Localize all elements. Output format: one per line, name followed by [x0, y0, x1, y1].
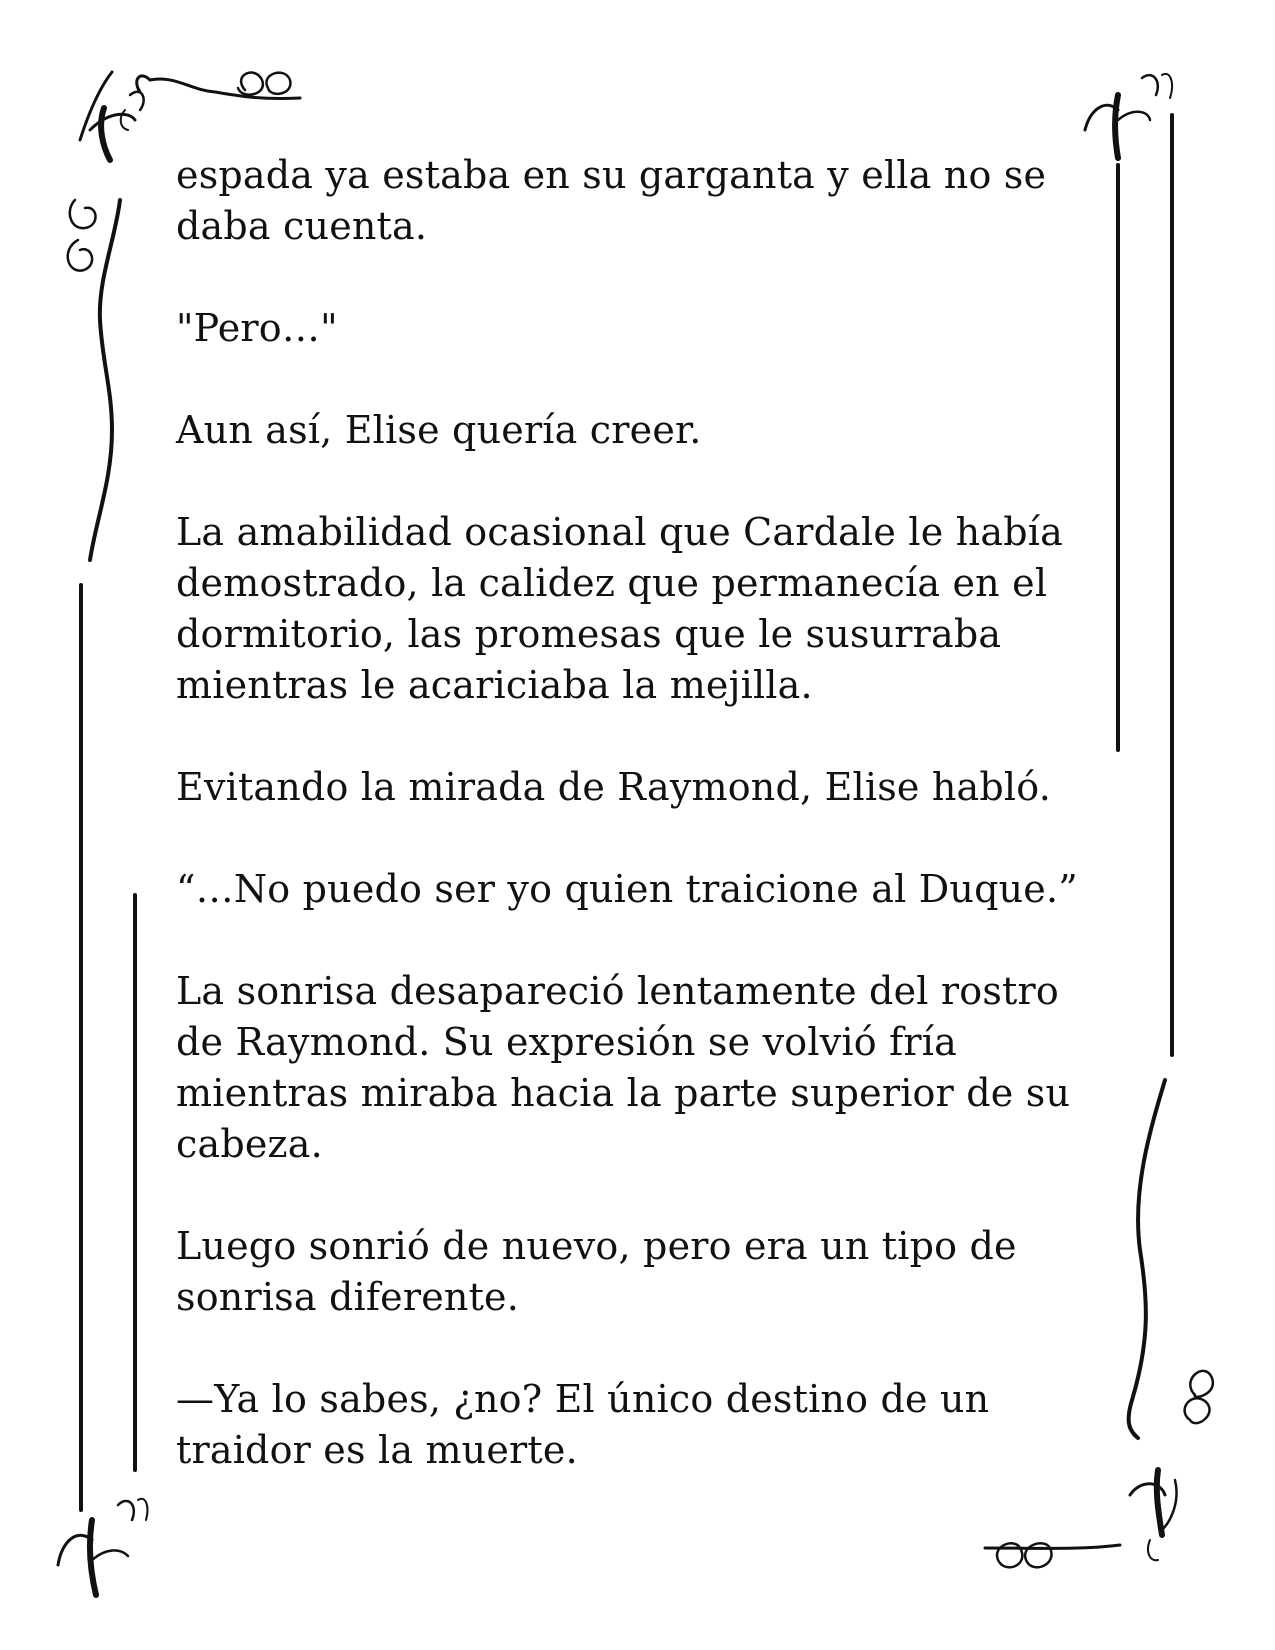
- paragraph: [176, 303, 1076, 354]
- text-line: cabeza.: [176, 1122, 323, 1166]
- text-line: La sonrisa desapareció lentamente del rostro: [176, 969, 1059, 1013]
- text-line: Luego sonrió de nuevo, pero era un tipo de: [176, 1224, 1017, 1268]
- paragraph: [176, 762, 1076, 813]
- paragraph: [176, 507, 1076, 711]
- text-line: dormitorio, las promesas que le susurraba: [176, 612, 1002, 656]
- paragraph: [176, 864, 1076, 915]
- text-line: mientras miraba hacia la parte superior de su: [176, 1071, 1071, 1115]
- text-line: mientras le acariciaba la mejilla.: [176, 663, 813, 707]
- flourish-bottom-left-icon: [58, 1499, 147, 1595]
- text-line: Aun así, Elise quería creer.: [176, 408, 702, 452]
- text-line: “…No puedo ser yo quien traicione al Duque.”: [176, 867, 1078, 911]
- paragraph: [176, 405, 1076, 456]
- text-line: espada ya estaba en su garganta y ella no se: [176, 153, 1047, 197]
- flourish-left-stem-icon: [90, 200, 120, 560]
- text-line: "Pero…": [176, 306, 338, 350]
- text-line: traidor es la muerte.: [176, 1428, 578, 1472]
- paragraph: [176, 966, 1076, 1170]
- text-line: daba cuenta.: [176, 204, 428, 248]
- text-line: de Raymond. Su expresión se volvió fría: [176, 1020, 957, 1064]
- text-line: sonrisa diferente.: [176, 1275, 520, 1319]
- flourish-top-right-icon: [1085, 74, 1172, 158]
- text-line: —Ya lo sabes, ¿no? El único destino de un: [176, 1377, 990, 1421]
- text-line: demostrado, la calidez que permanecía en el: [176, 561, 1048, 605]
- flourish-right-stem-icon: [1129, 1080, 1165, 1438]
- paragraph: [176, 1221, 1076, 1323]
- page-body-text: [176, 150, 1076, 1476]
- text-line: Evitando la mirada de Raymond, Elise habló.: [176, 765, 1051, 809]
- text-line: La amabilidad ocasional que Cardale le había: [176, 510, 1063, 554]
- paragraph: [176, 150, 1076, 252]
- paragraph: [176, 1374, 1076, 1476]
